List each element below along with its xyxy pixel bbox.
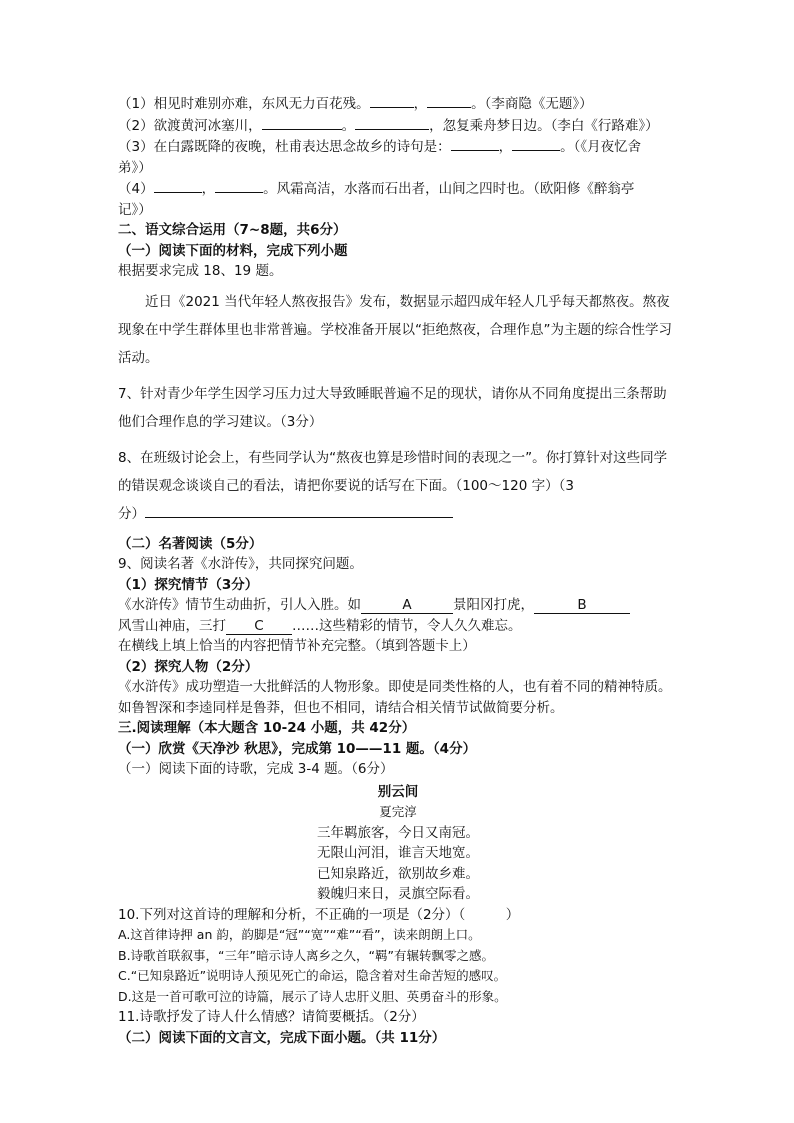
answer-blank[interactable] xyxy=(512,136,560,151)
option-d[interactable]: D.这是一首可歌可泣的诗篇，展示了诗人忠肝义胆、英勇奋斗的形象。 xyxy=(118,988,507,1004)
subquestion-heading: （1）探究情节（3分） xyxy=(118,576,259,593)
answer-blank[interactable] xyxy=(154,178,202,193)
question-text: ……这些精彩的情节，令人久久难忘。 xyxy=(292,617,522,634)
poem-line: 三年羁旅客，今日又南冠。 xyxy=(317,824,479,841)
subsection-heading: （二）阅读下面的文言文，完成下面小题。（共 11分） xyxy=(118,1029,446,1046)
instruction-text: 在横线上填上恰当的内容把情节补充完整。（填到答题卡上） xyxy=(118,638,476,654)
question-text: 。（李商隐《无题》） xyxy=(471,96,593,112)
question-text: 弟》） xyxy=(118,159,152,176)
question-text: 。风霜高洁，水落而石出者，山间之四时也。（欧阳修《醉翁亭 xyxy=(263,181,635,197)
question-8-answer-line xyxy=(118,500,678,528)
option-a[interactable]: A.这首律诗押 an 韵，韵脚是“冠”“宽”“难”“看”，读来朗朗上口。 xyxy=(118,927,481,942)
instruction-text: 根据要求完成 18、19 题。 xyxy=(118,263,283,279)
question-text: 风雪山神庙，三打 xyxy=(118,617,226,634)
question-text: ， xyxy=(498,139,513,155)
poem-title: 别云间 xyxy=(377,783,419,800)
question-9: 9、阅读名著《水浒传》，共同探究问题。 xyxy=(118,556,363,572)
question-7: 7、针对青少年学生因学习压力过大导致睡眠普遍不足的现状，请你从不同角度提出三条帮助他们合理作息的学习建议。（3分） xyxy=(118,385,667,430)
exam-page xyxy=(118,93,678,1048)
question-8: 8、在班级讨论会上，有些同学认为“熬夜也算是珍惜时间的表现之一”。你打算针对这些同学的错误观念谈谈自己的看法，请把你要说的话写在下面。（100～120 字）（3 xyxy=(118,449,668,494)
question-10: 10.下列对这首诗的理解和分析，不正确的一项是（2分）（ ） xyxy=(118,906,520,923)
answer-blank-c[interactable]: C xyxy=(226,618,292,635)
answer-blank[interactable] xyxy=(262,115,342,130)
poem-fill-line-4 xyxy=(118,178,678,200)
question-text: 记》） xyxy=(118,201,152,218)
poem-line: 无限山河泪，谁言天地宽。 xyxy=(317,845,479,861)
answer-blank-a[interactable]: A xyxy=(361,597,453,614)
instruction-text: （一）阅读下面的诗歌，完成 3-4 题。（6分） xyxy=(118,761,394,777)
poem-author: 夏完淳 xyxy=(379,804,417,819)
poem-fill-line-3 xyxy=(118,136,678,158)
poem-fill-line-2 xyxy=(118,115,678,137)
poem-line: 毅魄归来日，灵旗空际看。 xyxy=(317,886,479,902)
question-11: 11.诗歌抒发了诗人什么情感？请简要概括。（2分） xyxy=(118,1009,425,1025)
plot-fill-line-2 xyxy=(118,616,678,637)
question-text: 《水浒传》情节生动曲折，引人入胜。如 xyxy=(118,597,361,613)
question-text: 分） xyxy=(118,505,145,522)
question-text: ， xyxy=(201,181,216,197)
reading-material: 近日《2021 当代年轻人熬夜报告》发布，数据显示超四成年轻人几乎每天都熬夜。熬夜现象在中学生群体里也非常普遍。学校准备开展以“拒绝熬夜，合理作息”为主题的综合性学习活动。 xyxy=(118,293,672,366)
question-text: 景阳冈打虎， xyxy=(453,597,534,613)
subquestion-heading: （2）探究人物（2分） xyxy=(118,658,259,675)
section-heading: 二、语文综合运用（7~8题，共6分） xyxy=(118,222,347,238)
answer-blank-b[interactable]: B xyxy=(534,597,630,614)
subsection-heading: （二）名著阅读（5分） xyxy=(118,535,263,552)
poem-fill-line-1 xyxy=(118,93,678,115)
answer-blank[interactable] xyxy=(355,115,429,130)
question-text: 《水浒传》成功塑造一大批鲜活的人物形象。即使是同类性格的人，也有着不同的精神特质。如鲁智深和李逵同样是鲁莽，但也不相同，请结合相关情节试做简要分析。 xyxy=(118,679,672,716)
question-text: 。 xyxy=(341,117,356,134)
section-heading: 三.阅读理解（本大题含 10-24 小题，共 42分） xyxy=(118,720,416,736)
answer-blank[interactable] xyxy=(215,178,263,193)
question-text: ，忽复乘舟梦日边。（李白《行路难》） xyxy=(429,117,659,134)
plot-fill-line xyxy=(118,595,678,616)
question-text: 。（《月夜忆舍 xyxy=(560,139,642,155)
question-text: （2）欲渡黄河冰塞川， xyxy=(118,117,262,134)
subsection-heading: （一）阅读下面的材料，完成下列小题 xyxy=(118,242,348,259)
answer-blank[interactable] xyxy=(451,136,499,151)
answer-blank[interactable] xyxy=(370,93,414,108)
question-text: （3）在白露既降的夜晚，杜甫表达思念故乡的诗句是： xyxy=(118,139,451,155)
question-text: ， xyxy=(413,96,428,112)
option-b[interactable]: B.诗歌首联叙事，“三年”暗示诗人离乡之久，“羁”有辗转飘零之感。 xyxy=(118,947,494,963)
option-c[interactable]: C.“已知泉路近”说明诗人预见死亡的命运，隐含着对生命苦短的感叹。 xyxy=(118,968,507,983)
question-text: （4） xyxy=(118,181,154,197)
poem-line: 已知泉路近，欲别故乡难。 xyxy=(317,865,479,882)
answer-blank[interactable] xyxy=(427,93,471,108)
answer-blank[interactable] xyxy=(145,503,453,518)
question-text: （1）相见时难别亦难，东风无力百花残。 xyxy=(118,96,370,112)
subsection-heading: （一）欣赏《天净沙 秋思》，完成第 10——11 题。（4分） xyxy=(118,740,477,757)
